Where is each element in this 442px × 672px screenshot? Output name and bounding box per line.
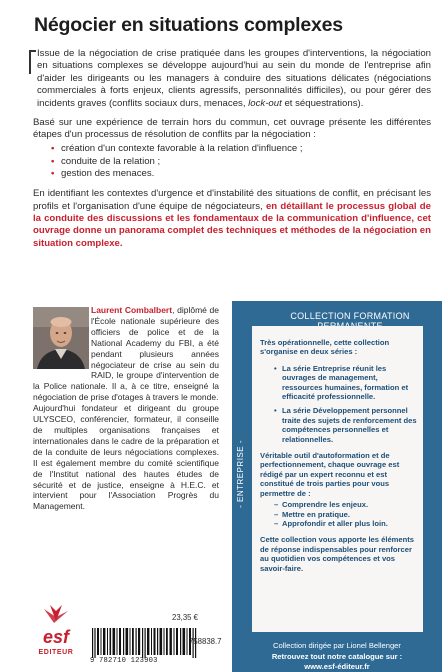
series-side-label: - ENTREPRISE -	[236, 440, 245, 508]
collection-method: Véritable outil d'autoformation et de perfectionnement, chaque ouvrage est rédigé par un expert reconnu et est constitué de trois parties pour vous permettre de :	[260, 451, 400, 498]
intro-paragraph: Issue de la négociation de crise pratiquée dans les groupes d'interventions, la négociation en situations complexes se développe aujourd'hui au sein du monde de l'entreprise afin d'aider les dirigeants ou les managers à conduire des situations délicates (négociations commerciales à forts enjeux, clients agressifs, personnalités difficiles), ou pour gérer des incidents graves (conflits sociaux durs, menaces, lock-out et séquestrations).	[37, 48, 431, 109]
process-paragraph: Basé sur une expérience de terrain hors du commun, cet ouvrage présente les différentes étapes d'un processus de résolution de conflits par la négociation :	[33, 117, 431, 141]
list-item: • La série Développement personnel traite des sujets de renforcement des compétences personnelles et relationnelles.	[274, 406, 417, 444]
dash-icon: –	[274, 500, 279, 510]
author-name: Laurent Combalbert	[91, 305, 173, 315]
list-item: • gestion des menaces.	[51, 168, 155, 180]
bullet-icon: •	[274, 363, 277, 373]
isbn-number: 9 782710 123903	[90, 657, 158, 665]
collection-intro: Très opérationnelle, cette collection s'organise en deux séries :	[260, 338, 390, 357]
collection-director: Collection dirigée par Lionel Bellenger	[273, 641, 401, 650]
list-item: – Approfondir et aller plus loin.	[274, 518, 388, 528]
author-bio	[33, 305, 219, 512]
publisher-website: www.esf-éditeur.fr	[304, 662, 370, 671]
list-item: • création d'un contexte favorable à la relation d'influence ;	[51, 142, 303, 154]
barcode-icon	[92, 628, 204, 658]
list-item: – Mettre en pratique.	[274, 509, 350, 519]
series-list	[274, 364, 418, 444]
method-list	[274, 500, 418, 528]
collection-content	[260, 338, 418, 580]
bio-paragraph-2: Aujourd'hui fondateur et dirigeant du groupe ULYSCEO, conférencier, formateur, il conseille de multiples organisations françaises et internationales dans le cadre de la préparation et de la conduite de leurs négociations complexes. Il est également membre du comité scientifique de l'Institut national des hautes études de sécurité et de justice, enseigne à H.E.C. et intervient pour l'Association Progrès du Management.	[33, 403, 219, 512]
collection-header: COLLECTION FORMATION	[290, 311, 410, 321]
lockout-term: lock-out	[248, 97, 282, 109]
stages-list	[51, 143, 431, 181]
intro-decorative-bracket	[29, 50, 31, 74]
collection-footer	[232, 641, 442, 672]
price-label: 23,35 €	[172, 613, 199, 622]
bullet-icon: •	[51, 155, 55, 167]
bullet-icon: •	[51, 168, 55, 180]
publisher-logo	[34, 603, 78, 665]
list-item: • La série Entreprise réunit les ouvrages de management, ressources humaines, formation et efficacité professionnelle.	[274, 363, 409, 402]
list-item: • conduite de la relation ;	[51, 155, 161, 167]
dash-icon: –	[274, 509, 279, 519]
intro-block	[33, 48, 431, 110]
logo-subtext: EDITEUR	[38, 649, 74, 656]
back-cover-description	[33, 48, 431, 257]
list-item: – Comprendre les enjeux.	[274, 500, 369, 510]
dash-icon: –	[274, 518, 279, 528]
logo-text: esf	[42, 627, 70, 647]
book-title: Négocier en situations complexes	[34, 14, 343, 36]
bio-paragraph-1: Laurent Combalbert, diplômé de l'École nationale supérieure des officiers de police et de la National Academy du FBI, a été pendant plusieurs années négociateur de crise au sein du RAID, le groupe d'intervention de la Police nationale. Il a, à ce titre, enseigné la négociation de prise d'otages à travers le monde.	[33, 305, 219, 403]
reference-code: 758838.7	[189, 637, 222, 646]
summary-highlight: en détaillant le processus global de la conduite des discussions et les fondamentaux de la communication d'influence, cet ouvrage donne un panorama complet des techniques et méthodes de la négociation en situation complexe.	[33, 200, 431, 249]
bullet-icon: •	[274, 406, 277, 416]
collection-benefit: Cette collection vous apporte les éléments de réponse indispensables pour renforcer au quotidien vos compétences et vos savoir-faire.	[260, 535, 415, 573]
summary-paragraph: En identifiant les contextes d'urgence et d'instabilité des situations de conflit, en précisant les profils et l'organisation d'une équipe de négociateurs, en détaillant le processus global de la conduite des discussions et les fondamentaux de la communication d'influence, cet ouvrage donne un panorama complet des techniques et méthodes de la négociation en situation complexe.	[33, 188, 431, 249]
catalogue-line: Retrouvez tout notre catalogue sur :	[271, 651, 403, 661]
bullet-icon: •	[51, 142, 55, 154]
